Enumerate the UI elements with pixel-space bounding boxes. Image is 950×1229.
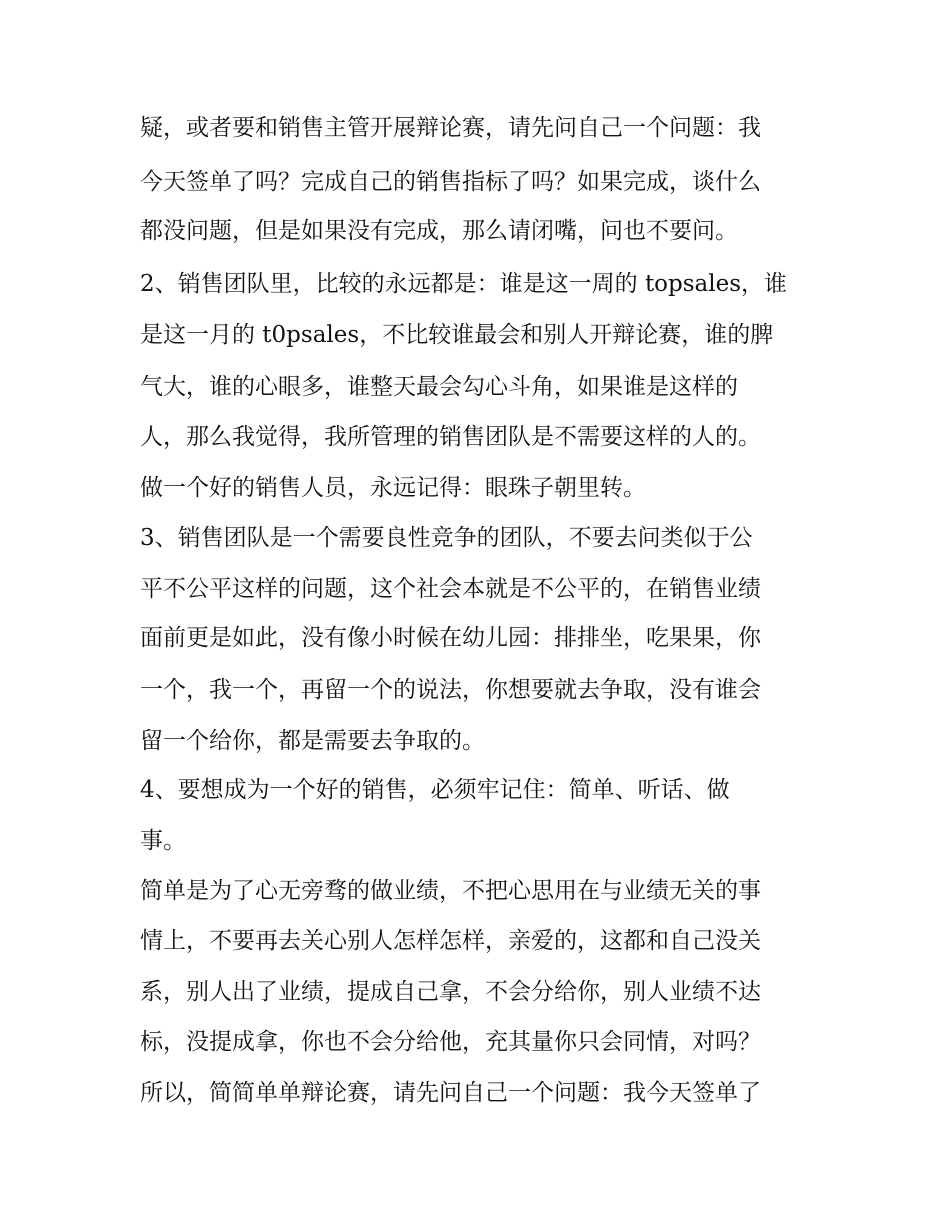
text-line: 今天签单了吗？完成自己的销售指标了吗？如果完成，谈什么 — [140, 169, 761, 195]
text-line: 留一个给你，都是需要去争取的。 — [140, 728, 485, 754]
text-line: 一个，我一个，再留一个的说法，你想要就去争取，没有谁会 — [140, 677, 761, 703]
text-line: 疑，或者要和销售主管开展辩论赛，请先问自己一个问题：我 — [140, 115, 761, 141]
text-line: 气大，谁的心眼多，谁整天最会勾心斗角，如果谁是这样的 — [140, 374, 738, 400]
text-line: 情上，不要再去关心别人怎样怎样，亲爱的，这都和自己没关 — [140, 928, 761, 954]
text-line: 2、销售团队里，比较的永远都是：谁是这一周的 topsales，谁 — [140, 271, 788, 297]
text-line: 是这一月的 t0psales，不比较谁最会和别人开辩论赛，谁的脾 — [140, 322, 774, 348]
text-line: 标，没提成拿，你也不会分给他，充其量你只会同情，对吗？ — [140, 1029, 761, 1055]
text-line: 做一个好的销售人员，永远记得：眼珠子朝里转。 — [140, 475, 646, 501]
text-line: 所以，简简单单辩论赛，请先问自己一个问题：我今天签单了 — [140, 1080, 761, 1106]
text-line: 都没问题，但是如果没有完成，那么请闭嘴，问也不要问。 — [140, 218, 738, 244]
text-line: 4、要想成为一个好的销售，必须牢记住：简单、听话、做 — [140, 777, 730, 803]
text-line: 系，别人出了业绩，提成自己拿，不会分给你，别人业绩不达 — [140, 979, 761, 1005]
text-line: 简单是为了心无旁骛的做业绩，不把心思用在与业绩无关的事 — [140, 878, 761, 904]
text-line: 事。 — [140, 828, 186, 854]
text-line: 面前更是如此，没有像小时候在幼儿园：排排坐，吃果果，你 — [140, 625, 761, 651]
text-line: 平不公平这样的问题，这个社会本就是不公平的，在销售业绩 — [140, 576, 761, 602]
text-line: 人，那么我觉得，我所管理的销售团队是不需要这样的人的。 — [140, 424, 761, 450]
text-line: 3、销售团队是一个需要良性竞争的团队，不要去问类似于公 — [140, 525, 753, 551]
